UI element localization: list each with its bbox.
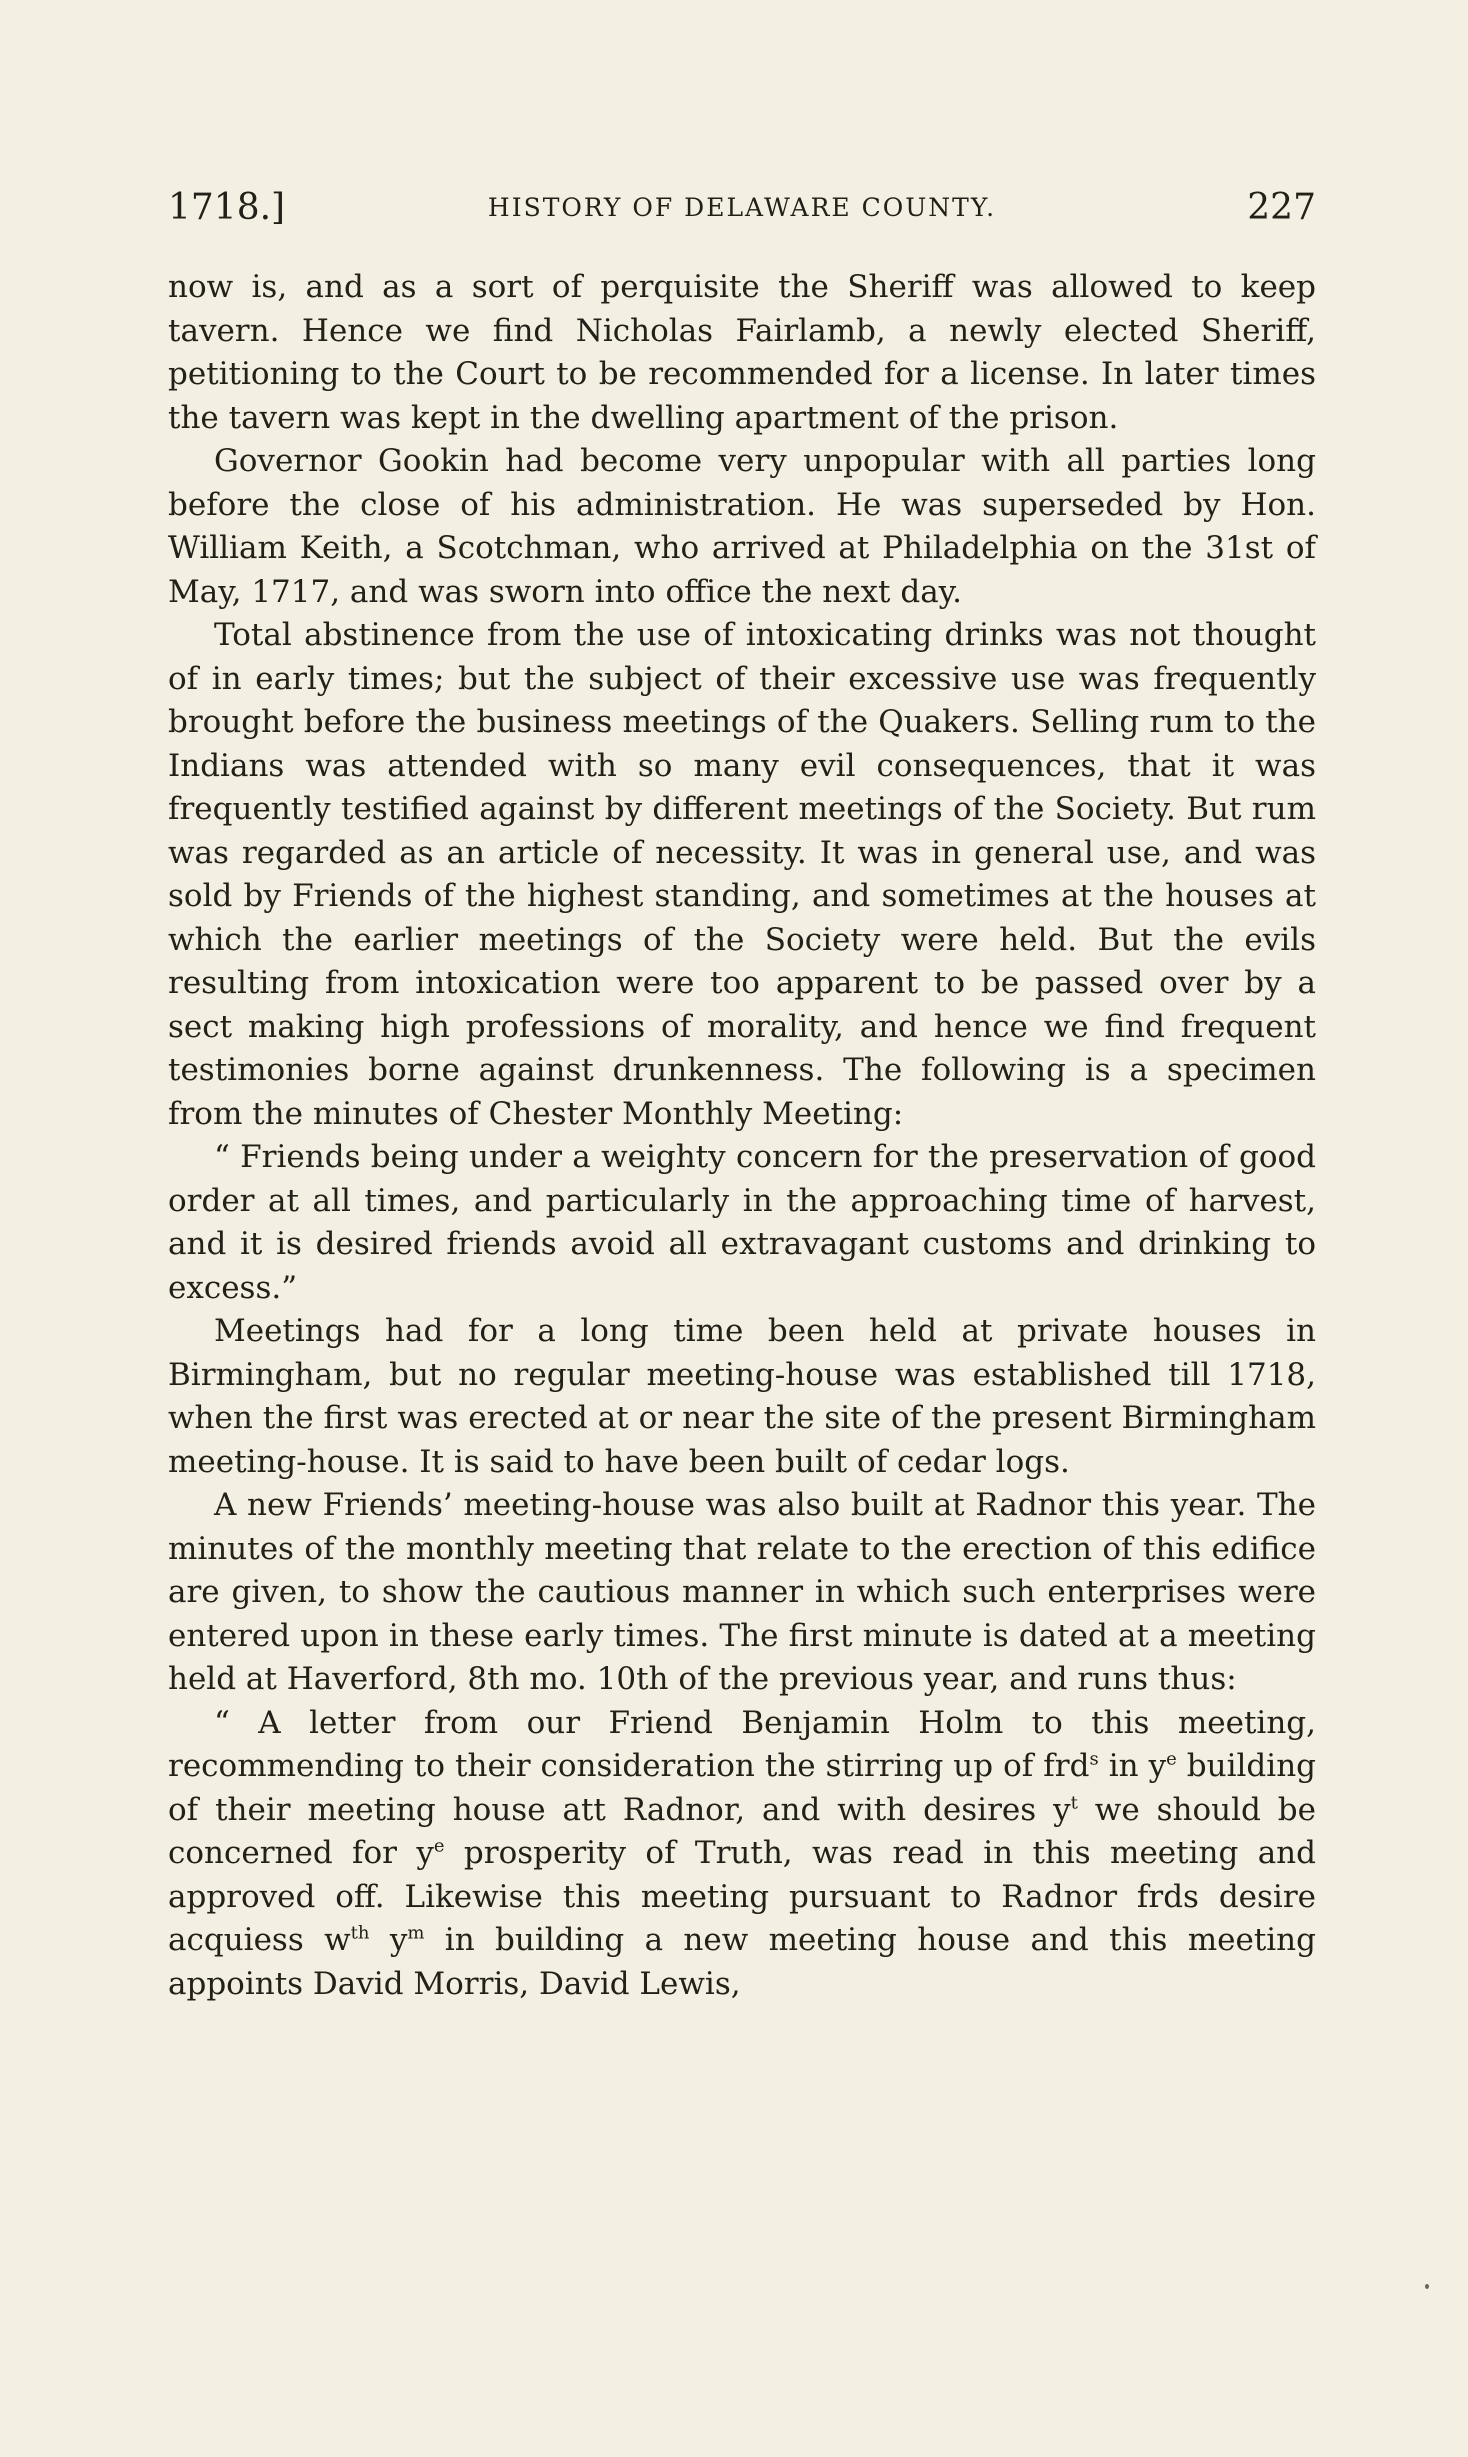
header-year: 1718.] bbox=[168, 187, 286, 228]
paragraph-radnor: A new Friends’ meeting-house was also built at Radnor this year. The minutes of the monthly meeting that relate to the erection of this edifice are given, to show the cautious manner in which such enterprises were entered upon in these early times. The first minute is dated at a meeting held at Haverford, 8th mo. 10th of the previous year, and runs thus: bbox=[168, 1487, 1316, 1697]
running-head bbox=[168, 180, 1316, 236]
quote-letter bbox=[168, 1702, 1316, 2007]
letter-text: “ A letter from our Friend Benjamin Holm to this meeting, recommending to their consideration the stirring up of frd bbox=[168, 1704, 1316, 1784]
ink-speck bbox=[1425, 2284, 1429, 2289]
body-text bbox=[168, 266, 1316, 2006]
page-number: 227 bbox=[1247, 187, 1316, 228]
letter-superscript: s bbox=[1089, 1748, 1099, 1770]
letter-text: y bbox=[369, 1922, 408, 1958]
quote-harvest: “ Friends being under a weighty concern for the preservation of good order at all times, and particularly in the approaching time of harvest, and it is desired friends avoid all extravagant customs and drinking to excess.” bbox=[168, 1139, 1316, 1306]
letter-superscript: e bbox=[1166, 1748, 1177, 1770]
paragraph-governor: Governor Gookin had become very unpopular with all parties long before the close of his administration. He was superseded by Hon. William Keith, a Scotchman, who arrived at Philadelphia on the 31st of May, 1717, and was sworn into office the next day. bbox=[168, 443, 1316, 610]
letter-text: in building a new meeting house and this meeting appoints David Morris, David Lewis, bbox=[168, 1922, 1316, 2002]
paragraph-birmingham: Meetings had for a long time been held at private houses in Birmingham, but no regular meeting-house was established till 1718, when the first was erected at or near the site of the present Birmingham meeting-house. It is said to have been built of cedar logs. bbox=[168, 1313, 1316, 1480]
book-page bbox=[168, 180, 1316, 2006]
paragraph-abstinence: Total abstinence from the use of intoxicating drinks was not thought of in early times; but the subject of their excessive use was frequently brought before the business meetings of the Quakers. Selling rum to the Indians was attended with so many evil consequences, that it was frequently testified against by different meetings of the Society. But rum was regarded as an article of necessity. It was in general use, and was sold by Friends of the highest standing, and sometimes at the houses at which the earlier meetings of the Society were held. But the evils resulting from intoxication were too apparent to be passed over by a sect making high professions of morality, and hence we find frequent testimonies borne against drunkenness. The following is a specimen from the minutes of Chester Monthly Meeting: bbox=[168, 617, 1316, 1132]
paragraph-tavern: now is, and as a sort of perquisite the Sheriff was allowed to keep tavern. Hence we find Nicholas Fairlamb, a newly elected Sheriff, petitioning to the Court to be recommended for a license. In later times the tavern was kept in the dwelling apartment of the prison. bbox=[168, 269, 1316, 436]
letter-superscript: t bbox=[1070, 1792, 1078, 1814]
letter-superscript: m bbox=[407, 1922, 425, 1944]
letter-superscript: th bbox=[350, 1922, 370, 1944]
letter-text: we should be concerned for y bbox=[168, 1791, 1316, 1871]
header-title: HISTORY OF DELAWARE COUNTY. bbox=[487, 193, 997, 222]
letter-superscript: e bbox=[433, 1835, 445, 1857]
letter-text: prosperity of Truth, was read in this meeting and approved off. Likewise this meeting pursuant to Radnor frds desire acquiess w bbox=[168, 1835, 1316, 1958]
letter-text: building of their meeting house att Radnor, and with desires y bbox=[168, 1748, 1317, 1828]
letter-text: in y bbox=[1098, 1748, 1167, 1784]
